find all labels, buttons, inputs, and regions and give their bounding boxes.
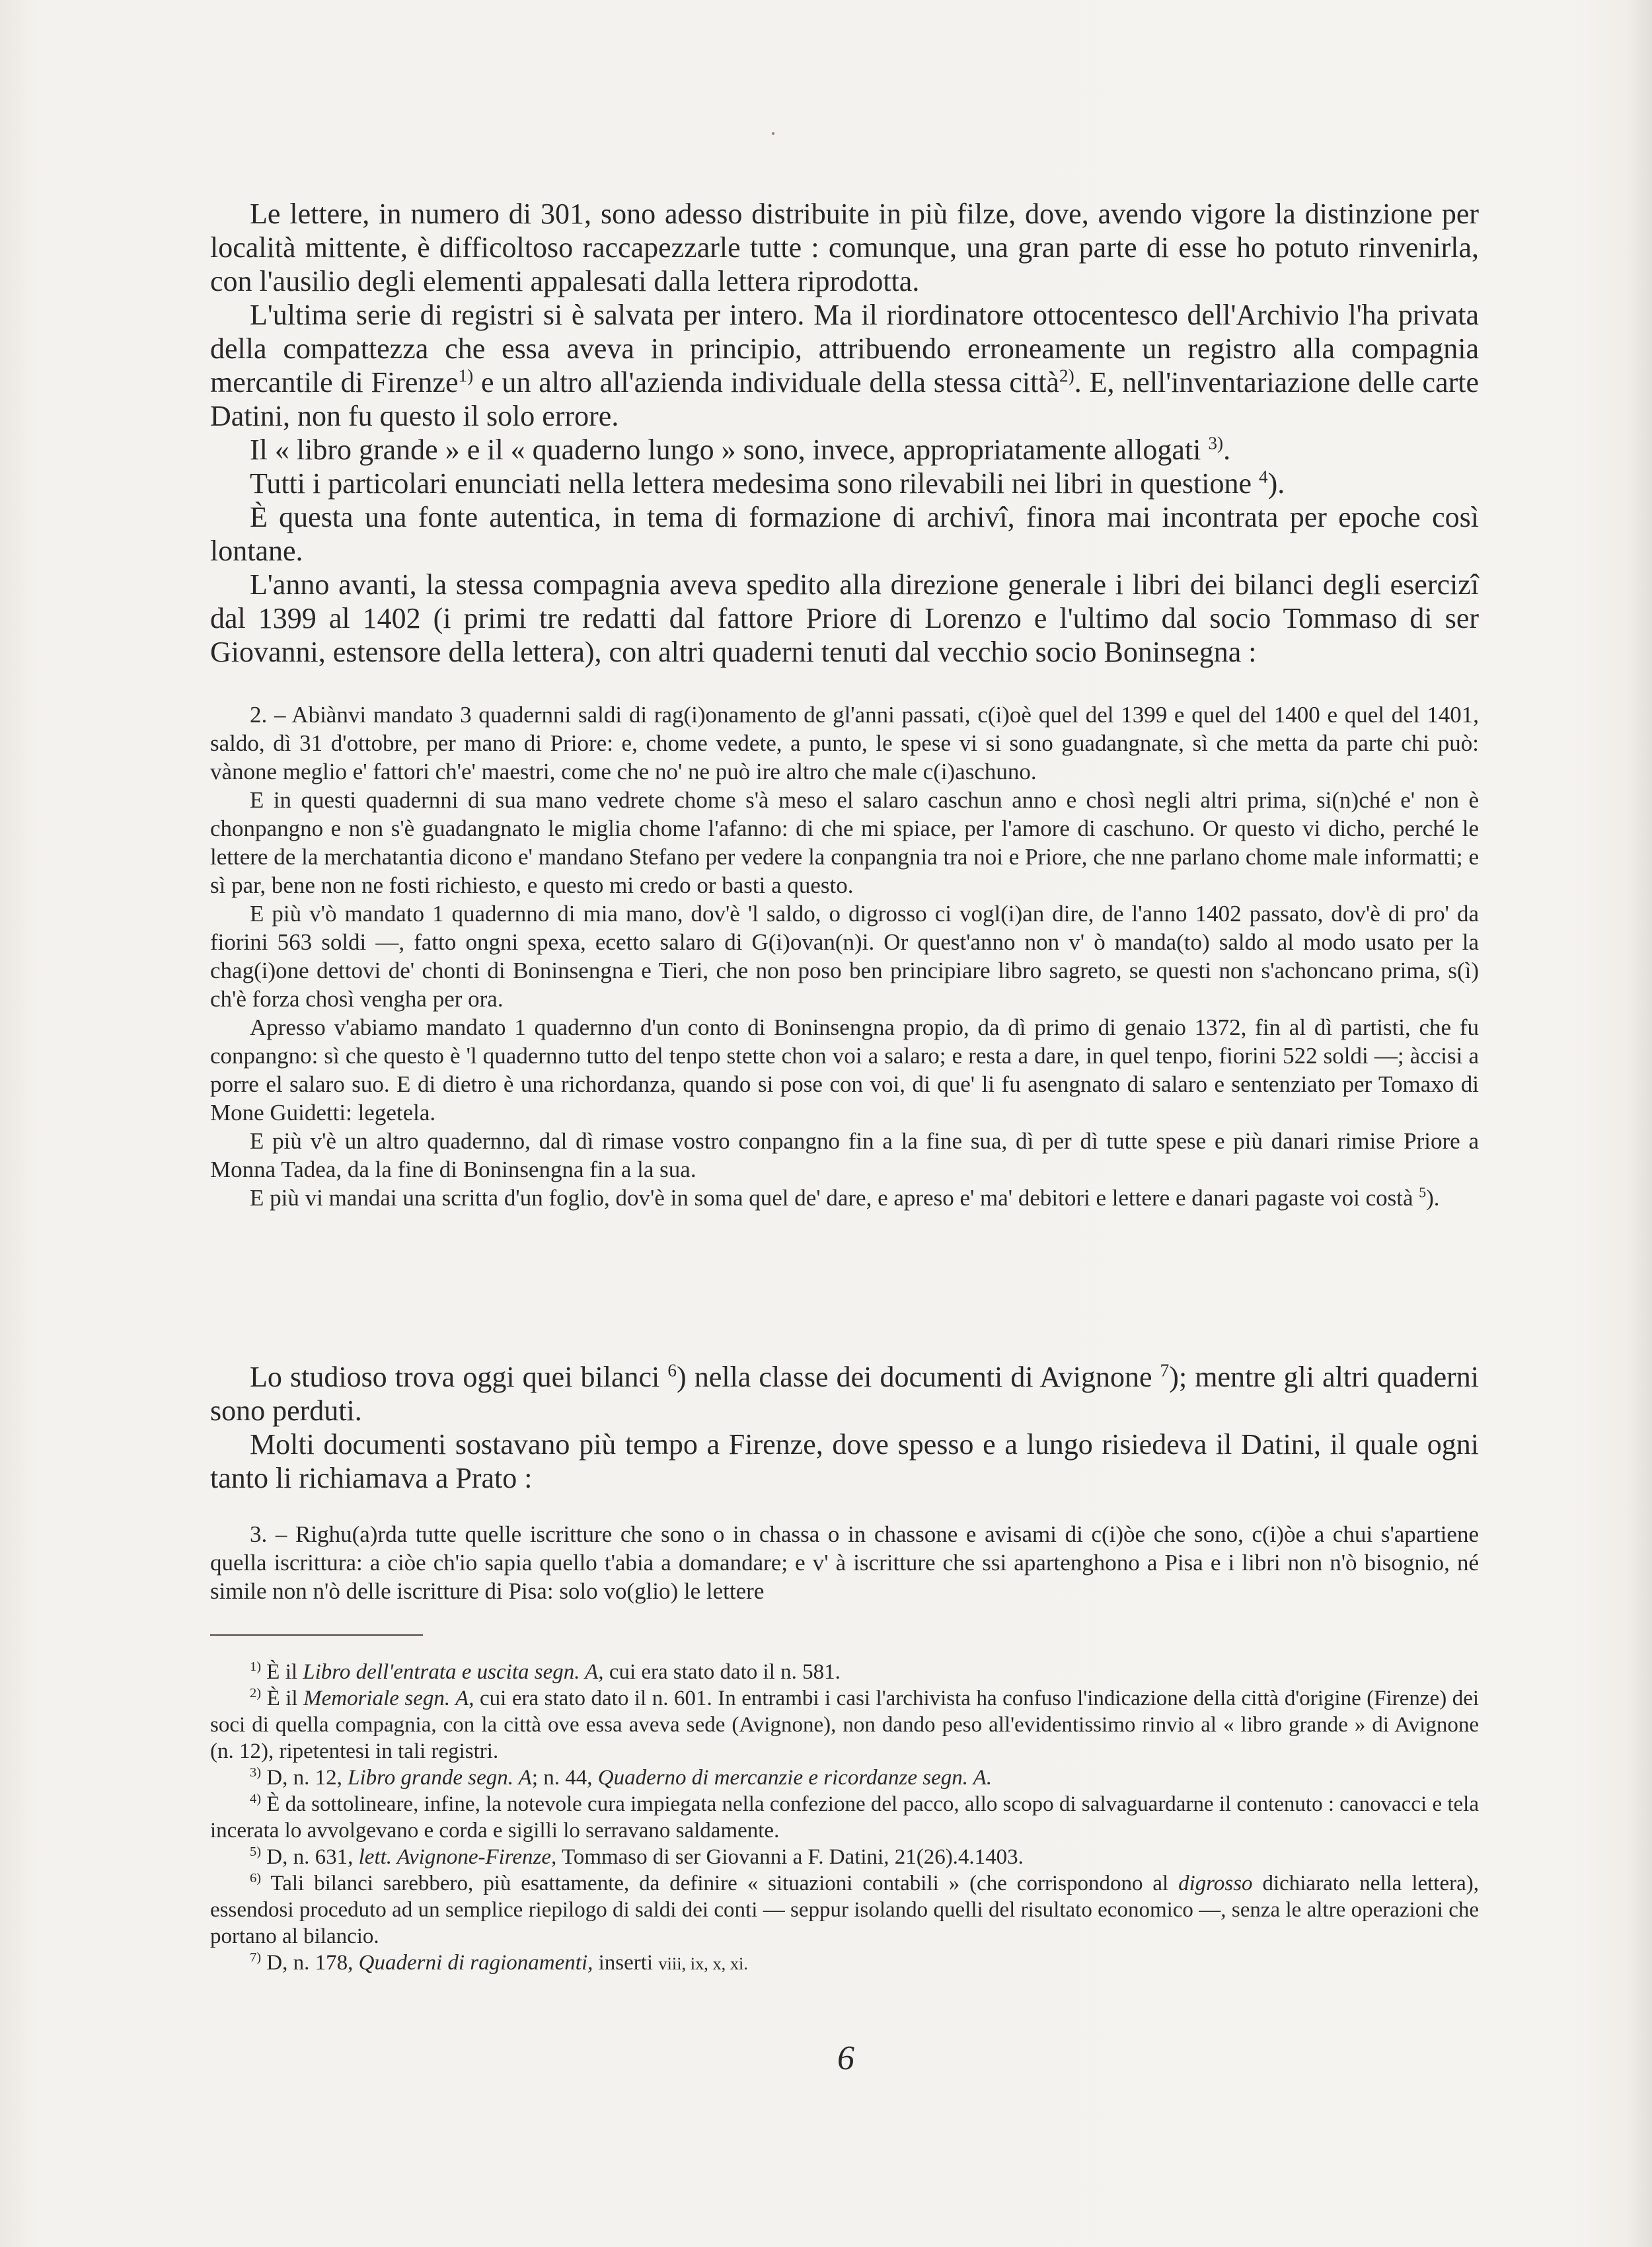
- footnote-separator: [210, 1634, 423, 1636]
- quote-paragraph: E più v'ò mandato 1 quadernno di mia mano, dov'è 'l saldo, o digrosso ci vogl(i)an dire, de l'anno 1402 passato, dov'è di pro' da fiorini 563 soldi —, fatto ongni spexa, ecetto salaro di G(i)ovan(n)i. Or quest'anno non v' ò manda(to) saldo al modo usato per la chag(i)one dettovi de' chonti di Boninsengna e Tieri, che non poso ben principiare libro sagreto, se questi non s'achoncano prima, s(ì) ch'è forza chosì vengha per ora.: [210, 901, 1479, 1012]
- footnote-7: $^{7)}$ D, n. 178, Quaderni di ragionamenti, inserti viii, ix, x, xi.: [250, 1950, 748, 1975]
- quote-paragraph: 2. – Abiànvi mandato 3 quadernni saldi di rag(i)onamento de gl'anni passati, c(i)oè quel del 1399 e quel del 1400 e quel del 1401, saldo, dì 31 d'ottobre, per mano di Priore: e, chome vedete, a punto, le spese vi si sono guadangnate, sì che metta da parte chi può: vànone meglio e' fattori ch'e' maestri, come che no' ne può ire altro che male c(i)aschuno.: [210, 702, 1479, 784]
- footnote-marker[interactable]: 6: [667, 1360, 677, 1381]
- footnote-marker[interactable]: 3): [1208, 433, 1224, 453]
- paragraph: Lo studioso trova oggi quei bilanci $^6$) nella classe dei documenti di Avignone $^7$); mentre gli altri quaderni sono perduti.: [210, 1360, 1480, 1427]
- quote-paragraph: E più vi mandai una scritta d'un foglio, dov'è in soma quel de' dare, e apreso e' ma' debitori e lettere e danari pagaste voi costà $^5$).: [250, 1184, 1440, 1211]
- footnote-marker[interactable]: 4: [1258, 467, 1268, 487]
- quote-paragraph: Apresso v'abiamo mandato 1 quadernno d'un conto di Boninsengna propio, da dì primo di genaio 1372, fin al dì partisti, che fu conpangno: sì che questo è 'l quadernno tutto del tenpo stette chon voi a salaro; e resta a dare, in quel tenpo, fiorini 522 soldi —; àccisi a porre el salaro suo. E di dietro è una richordanza, quando si pose con voi, di que' li fu asengnato di salaro e sentenziato per Tomaxo di Mone Guidetti: legetela.: [210, 1014, 1479, 1125]
- footnotes: [210, 1659, 1479, 1977]
- paragraph: L'ultima serie di registri si è salvata per intero. Ma il riordinatore ottocentesco dell'Archivio l'ha privata della compattezza che essa aveva in principio, attribuendo erroneamente un registro alla compagnia mercantile di Firenze$^{1)}$ e un altro all'azienda individuale della stessa città$^{2)}$. E, nell'inventariazione delle carte Datini, non fu questo il solo errore.: [210, 299, 1480, 432]
- footnote-1: $^{1)}$ È il Libro dell'entrata e uscita segn. A, cui era stato dato il n. 581.: [250, 1659, 841, 1684]
- footnote-4: $^{4)}$ È da sottolineare, infine, la notevole cura impiegata nella confezione del pacco, allo scopo di salvaguardarne il contenuto : canovacci e tela incerata lo avvolgevano e corda e sigilli lo serravano saldamente.: [210, 1792, 1479, 1843]
- footnote-marker[interactable]: 7: [1160, 1360, 1170, 1381]
- paragraph: Il « libro grande » e il « quaderno lungo » sono, invece, appropriatamente allogati $^{3)}$.: [250, 433, 1231, 466]
- paragraph: L'anno avanti, la stessa compagnia aveva spedito alla direzione generale i libri dei bilanci degli esercizî dal 1399 al 1402 (i primi tre redatti dal fattore Priore di Lorenzo e l'ultimo dal socio Tommaso di ser Giovanni, estensore della lettera), con altri quaderni tenuti dal vecchio socio Boninsegna :: [210, 568, 1479, 668]
- footnote-3: $^{3)}$ D, n. 12, Libro grande segn. A; n. 44, Quaderno di mercanzie e ricordanze segn. A.: [250, 1765, 993, 1790]
- paper-speck: [772, 132, 774, 135]
- footnote-6: $^{6)}$ Tali bilanci sarebbero, più esattamente, da definire « situazioni contabili » (che corrispondono al digrosso dichiarato nella lettera), essendosi proceduto ad un semplice riepilogo di saldi dei conti — seppur isolando quelli del risultato economico —, senza le altre operazioni che portano al bilancio.: [210, 1871, 1479, 1948]
- page-edge-shadow: [1626, 0, 1652, 2247]
- footnote-2: $^{2)}$ È il Memoriale segn. A, cui era stato dato il n. 601. In entrambi i casi l'archivista ha confuso l'indicazione della città d'origine (Firenze) dei soci di quella compagnia, con la città ove essa aveva sede (Avignone), non dando peso all'evidentissimo rinvio al « libro grande » di Avignone (n. 12), ripetentesi in tali registri.: [210, 1686, 1480, 1763]
- quotation-3: [210, 1520, 1479, 1605]
- footnote-marker[interactable]: 5: [1419, 1184, 1427, 1201]
- paragraph: Le lettere, in numero di 301, sono adesso distribuite in più filze, dove, avendo vigore la distinzione per località mittente, è difficoltoso raccapezzarle tutte : comunque, una gran parte di esse ho potuto rinvenirla, con l'ausilio degli elementi appalesati dalla lettera riprodotta.: [210, 198, 1479, 297]
- footnote-marker[interactable]: 1): [458, 365, 474, 386]
- footnote-marker[interactable]: 2): [1059, 365, 1074, 386]
- paragraph: È questa una fonte autentica, in tema di formazione di archivî, finora mai incontrata per epoche così lontane.: [210, 501, 1479, 567]
- quote-paragraph: 3. – Righu(a)rda tutte quelle iscritture che sono o in chassa o in chassone e avisami di c(i)òe che sono, c(i)òe a chui s'apartiene quella iscrittura: a ciòe ch'io sapia quello t'abia a domandare; e v' à iscritture che ssi apartenghono a Pisa e i libri non n'ò bisognio, né simile non n'ò delle iscritture di Pisa: solo vo(glio) le lettere: [210, 1521, 1479, 1604]
- paragraph: Tutti i particolari enunciati nella lettera medesima sono rilevabili nei libri in questione $^4$).: [250, 467, 1285, 500]
- paragraph: Molti documenti sostavano più tempo a Firenze, dove spesso e a lungo risiedeva il Datini, il quale ogni tanto li richiamava a Prato :: [210, 1428, 1479, 1494]
- main-text-block-1: [210, 197, 1479, 669]
- quote-paragraph: E più v'è un altro quadernno, dal dì rimase vostro conpangno fin a la fine sua, dì per dì tutte spese e più danari rimise Priore a Monna Tadea, da la fine di Boninsengna fin a la sua.: [210, 1128, 1479, 1182]
- page-number: 6: [837, 2039, 854, 2077]
- footnote-5: $^{5)}$ D, n. 631, lett. Avignone-Firenze, Tommaso di ser Giovanni a F. Datini, 21(26).4.1403.: [250, 1845, 1024, 1869]
- main-text-block-2: [210, 1360, 1479, 1495]
- quote-paragraph: E in questi quadernni di sua mano vedrete chome s'à meso el salaro caschun anno e chosì negli altri prima, si(n)ché e' non è chonpangno e non s'è guadangnato le miglia chome l'afanno: di che mi spiace, per l'amore di caschuno. Or questo vi dicho, perché le lettere de la merchatantia dicono e' mandano Stefano per vedere la conpangnia tra noi e Priore, che nne parlano chome male informatti; e sì par, bene non ne fosti richiesto, e questo mi credo or basti a questo.: [210, 787, 1479, 898]
- quotation-2: [210, 701, 1479, 1212]
